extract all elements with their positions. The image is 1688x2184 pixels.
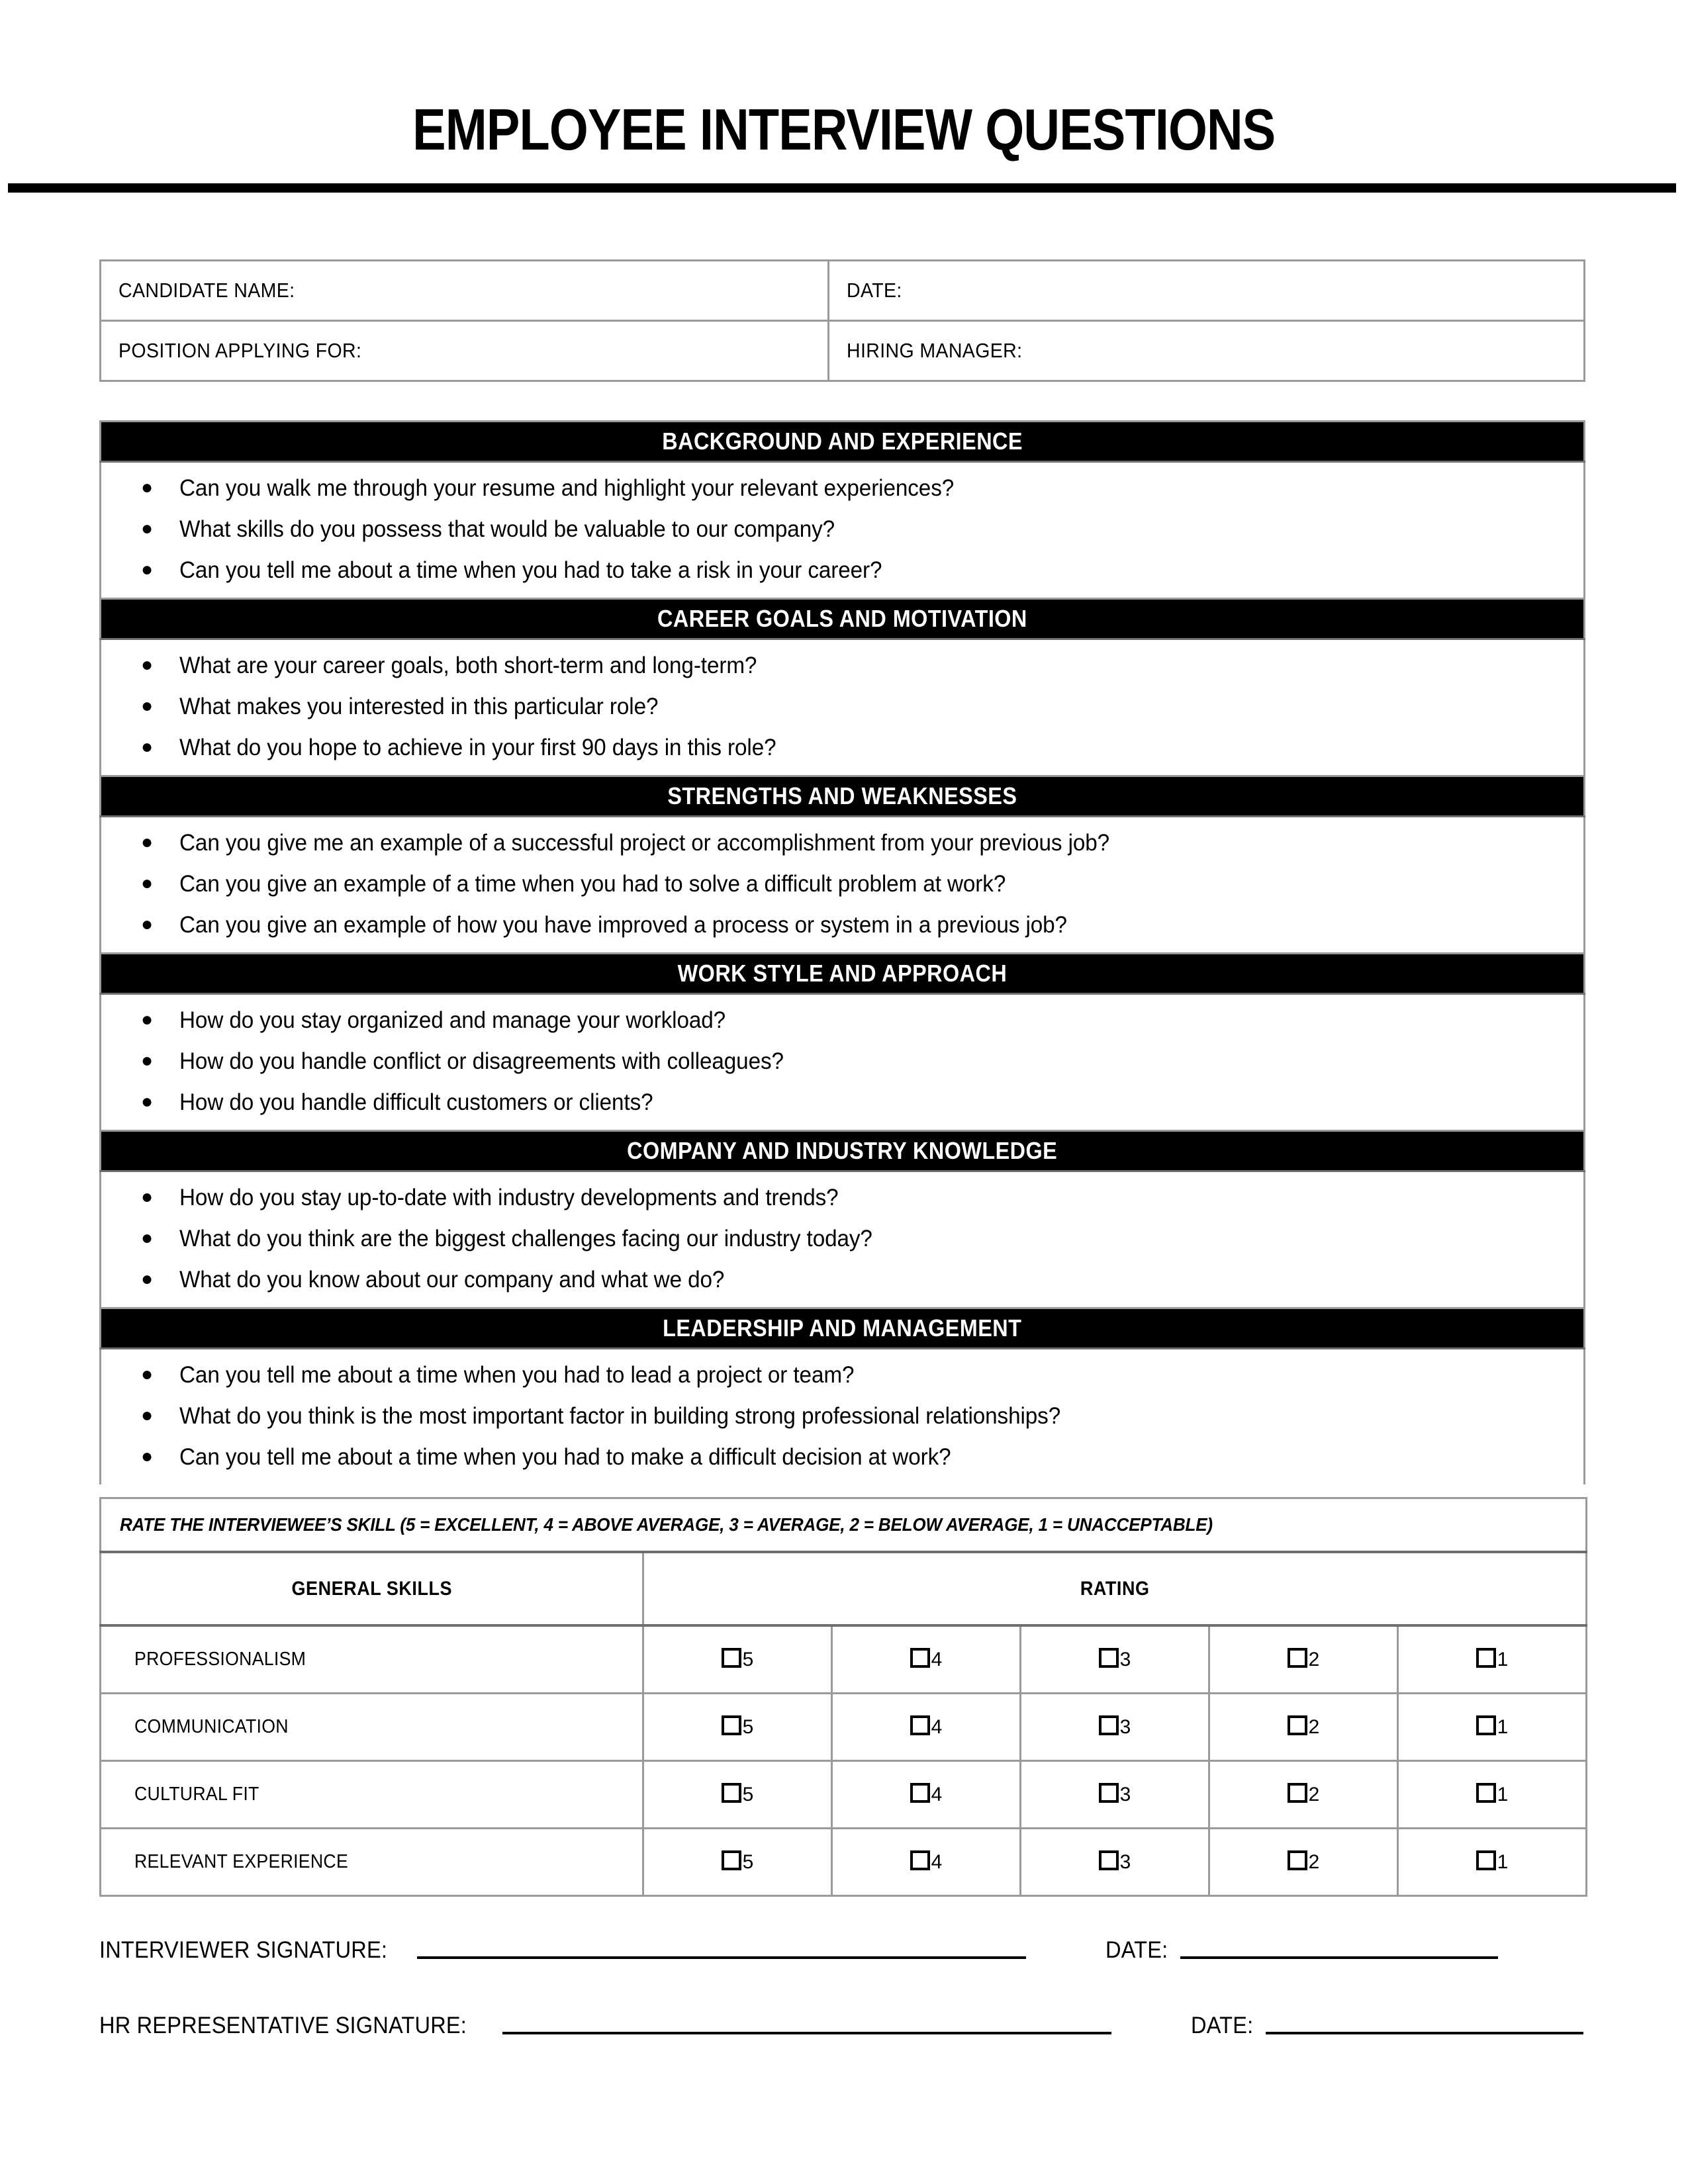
question-line [141,694,1583,719]
skill-name-label: RELEVANT EXPERIENCE [134,1851,349,1872]
question-cell [101,462,1585,510]
question-text: Can you tell me about a time when you had to make a difficult decision at work? [179,1444,951,1471]
rating-value-label: 3 [1119,1648,1131,1670]
rating-value-label: 1 [1497,1715,1509,1738]
question-cell [101,1396,1585,1437]
rating-option-cell[interactable] [1398,1694,1587,1761]
question-text: What makes you interested in this particular role? [179,694,659,720]
question-section-heading: LEADERSHIP AND MANAGEMENT [663,1314,1022,1342]
question-text: How do you handle conflict or disagreements with colleagues? [179,1048,784,1075]
question-section-header-row [101,776,1585,817]
question-section-header-cell [101,1308,1585,1349]
rating-instruction-row [101,1498,1587,1553]
question-row [101,1082,1585,1131]
bullet-icon: ● [141,695,154,717]
rating-option-cell[interactable] [643,1625,832,1694]
rating-option-cell[interactable] [1209,1625,1398,1694]
general-skills-header-text: GENERAL SKILLS [291,1577,452,1600]
question-line [141,653,1583,678]
skill-name-label: CULTURAL FIT [134,1784,259,1805]
question-text: Can you tell me about a time when you had to lead a project or team? [179,1362,855,1388]
question-line [141,1008,1583,1032]
checkbox-icon[interactable] [910,1850,930,1870]
question-section-header-row [101,599,1585,639]
question-text: What do you know about our company and what we do? [179,1267,725,1293]
question-cell [101,639,1585,687]
bullet-icon: ● [141,1404,154,1427]
skill-name-cell [101,1625,643,1694]
question-section-header-row [101,1308,1585,1349]
question-text: What do you think is the most important factor in building strong professional relationships? [179,1403,1061,1430]
signature-date-line[interactable] [1180,1956,1498,1959]
rating-value-label: 5 [742,1850,754,1873]
signature-row [99,1929,1585,1964]
rating-value-label: 4 [931,1783,943,1805]
checkbox-icon[interactable] [1288,1648,1307,1668]
question-row [101,1396,1585,1437]
interview-questions-body [101,422,1585,1485]
signature-line[interactable] [502,2032,1111,2034]
candidate-info-label: HIRING MANAGER: [847,339,1023,362]
checkbox-icon[interactable] [1099,1648,1119,1668]
rating-header-row [101,1552,1587,1625]
rating-value-label: 3 [1119,1850,1131,1873]
question-section-heading: STRENGTHS AND WEAKNESSES [667,782,1017,809]
bullet-icon: ● [141,872,154,895]
rating-value-label: 3 [1119,1715,1131,1738]
rating-instruction-cell [101,1498,1587,1553]
checkbox-icon[interactable] [1476,1850,1496,1870]
question-line [141,831,1583,855]
rating-option-cell[interactable] [832,1829,1021,1896]
rating-value-label: 2 [1308,1715,1320,1738]
question-text: Can you walk me through your resume and highlight your relevant experiences? [179,475,955,502]
question-row [101,550,1585,599]
question-cell [101,1349,1585,1396]
question-cell [101,1171,1585,1219]
interview-questions-table [99,420,1585,1484]
question-cell [101,905,1585,954]
candidate-info-table [99,259,1585,382]
signature-row [99,2005,1585,2039]
bullet-icon: ● [141,1186,154,1208]
question-section-header-row [101,422,1585,462]
skill-name-label: PROFESSIONALISM [134,1649,306,1670]
bullet-icon: ● [141,1050,154,1072]
bullet-icon: ● [141,559,154,581]
checkbox-icon[interactable] [910,1648,930,1668]
rating-value-label: 3 [1119,1783,1131,1805]
rating-option-cell[interactable] [1021,1761,1209,1829]
candidate-info-field-left[interactable] [101,321,829,381]
checkbox-icon[interactable] [722,1648,741,1668]
rating-value-label: 1 [1497,1783,1509,1805]
rating-option-cell[interactable] [1021,1694,1209,1761]
bullet-icon: ● [141,1227,154,1250]
page-title: EMPLOYEE INTERVIEW QUESTIONS [412,97,1276,162]
bullet-icon: ● [141,1445,154,1468]
rating-option-cell[interactable] [1021,1625,1209,1694]
question-cell [101,1437,1585,1484]
rating-header-cell [643,1552,1587,1625]
question-text: How do you stay organized and manage your workload? [179,1007,726,1034]
rating-option-cell[interactable] [1209,1761,1398,1829]
checkbox-icon[interactable] [722,1850,741,1870]
rating-value-label: 4 [931,1715,943,1738]
rating-option-cell[interactable] [643,1761,832,1829]
checkbox-icon[interactable] [910,1715,930,1735]
question-text: How do you stay up-to-date with industry developments and trends? [179,1185,839,1211]
question-cell [101,1041,1585,1082]
question-section-header-cell [101,954,1585,994]
question-text: What skills do you possess that would be valuable to our company? [179,516,835,543]
signature-date-label: DATE: [1190,2013,1254,2038]
question-text: How do you handle difficult customers or clients? [179,1089,653,1116]
rating-option-cell[interactable] [1209,1829,1398,1896]
question-line [141,1445,1583,1469]
question-row [101,509,1585,550]
question-line [141,735,1583,760]
question-section-heading: WORK STYLE AND APPROACH [677,960,1008,987]
candidate-info-row [101,261,1585,321]
skill-rating-body [101,1498,1587,1896]
question-text: Can you give an example of a time when you had to solve a difficult problem at work? [179,871,1006,897]
bullet-icon: ● [141,654,154,676]
candidate-info-label: DATE: [847,279,902,302]
skill-rating-row [101,1694,1587,1761]
rating-value-label: 1 [1497,1850,1509,1873]
question-section-heading: COMPANY AND INDUSTRY KNOWLEDGE [627,1137,1058,1164]
question-row [101,1171,1585,1219]
rating-instruction-text: RATE THE INTERVIEWEE’S SKILL (5 = EXCELLENT, 4 = ABOVE AVERAGE, 3 = AVERAGE, 2 = BELOW AVERAGE, 1 = UNACCEPTABLE) [120,1514,1213,1535]
rating-value-label: 5 [742,1648,754,1670]
checkbox-icon[interactable] [722,1715,741,1735]
rating-value-label: 5 [742,1783,754,1805]
question-line [141,1226,1583,1251]
rating-value-label: 2 [1308,1648,1320,1670]
candidate-info-field-left[interactable] [101,261,829,321]
rating-option-cell[interactable] [832,1694,1021,1761]
question-row [101,994,1585,1042]
checkbox-icon[interactable] [1099,1715,1119,1735]
question-text: What do you hope to achieve in your first 90 days in this role? [179,735,776,761]
bullet-icon: ● [141,1363,154,1386]
skill-name-label: COMMUNICATION [134,1716,289,1737]
question-text: What are your career goals, both short-term and long-term? [179,653,757,679]
checkbox-icon[interactable] [1099,1850,1119,1870]
question-cell [101,1259,1585,1308]
checkbox-icon[interactable] [1476,1648,1496,1668]
bullet-icon: ● [141,1091,154,1113]
question-section-header-row [101,1131,1585,1171]
question-cell [101,727,1585,776]
rating-option-cell[interactable] [643,1829,832,1896]
question-section-header-cell [101,776,1585,817]
question-line [141,1185,1583,1210]
rating-value-label: 1 [1497,1648,1509,1670]
question-line [141,1090,1583,1115]
candidate-info-body [101,261,1585,381]
question-row [101,1218,1585,1259]
question-text: What do you think are the biggest challenges facing our industry today? [179,1226,872,1252]
rating-option-cell[interactable] [1398,1761,1587,1829]
candidate-info-label: POSITION APPLYING FOR: [118,339,362,362]
question-row [101,817,1585,864]
rating-value-label: 4 [931,1850,943,1873]
question-line [141,1404,1583,1428]
signature-label: INTERVIEWER SIGNATURE: [99,1937,388,1963]
question-line [141,1363,1583,1387]
skill-rating-row [101,1761,1587,1829]
skill-name-cell [101,1761,643,1829]
candidate-info-field-right[interactable] [829,321,1585,381]
question-line [141,517,1583,541]
signature-date-label: DATE: [1105,1937,1168,1963]
general-skills-header-cell [101,1552,643,1625]
bullet-icon: ● [141,831,154,854]
question-row [101,1259,1585,1308]
rating-header-text: RATING [1080,1577,1150,1600]
skill-name-cell [101,1829,643,1896]
rating-value-label: 2 [1308,1850,1320,1873]
bullet-icon: ● [141,518,154,540]
question-row [101,462,1585,510]
candidate-info-label: CANDIDATE NAME: [118,279,295,302]
skill-rating-table [99,1497,1587,1897]
question-row [101,864,1585,905]
skill-name-cell [101,1694,643,1761]
rating-option-cell[interactable] [1209,1694,1398,1761]
question-text: Can you tell me about a time when you had to take a risk in your career? [179,557,882,584]
rating-value-label: 4 [931,1648,943,1670]
signature-date-line[interactable] [1266,2032,1583,2034]
question-section-header-cell [101,422,1585,462]
bullet-icon: ● [141,913,154,936]
checkbox-icon[interactable] [1288,1783,1307,1803]
question-row [101,686,1585,727]
signature-line[interactable] [417,1956,1026,1959]
signature-block [99,1929,1585,2080]
rating-option-cell[interactable] [1398,1625,1587,1694]
question-text: Can you give me an example of a successful project or accomplishment from your previous job? [179,830,1110,856]
signature-label: HR REPRESENTATIVE SIGNATURE: [99,2013,467,2038]
bullet-icon: ● [141,1009,154,1031]
checkbox-icon[interactable] [1288,1715,1307,1735]
question-cell [101,994,1585,1042]
question-section-heading: CAREER GOALS AND MOTIVATION [657,605,1027,632]
question-line [141,1267,1583,1292]
question-cell [101,550,1585,599]
page-title-wrap [0,97,1688,162]
question-row [101,639,1585,687]
skill-rating-row [101,1829,1587,1896]
question-cell [101,864,1585,905]
checkbox-icon[interactable] [1288,1850,1307,1870]
question-line [141,913,1583,937]
bullet-icon: ● [141,477,154,499]
rating-option-cell[interactable] [1398,1829,1587,1896]
rating-option-cell[interactable] [643,1694,832,1761]
question-row [101,1437,1585,1484]
checkbox-icon[interactable] [910,1783,930,1803]
candidate-info-row [101,321,1585,381]
skill-rating-row [101,1625,1587,1694]
question-row [101,905,1585,954]
question-line [141,558,1583,582]
checkbox-icon[interactable] [1099,1783,1119,1803]
question-cell [101,509,1585,550]
question-line [141,1049,1583,1073]
question-section-header-cell [101,599,1585,639]
checkbox-icon[interactable] [1476,1715,1496,1735]
question-cell [101,817,1585,864]
rating-option-cell[interactable] [832,1761,1021,1829]
question-section-heading: BACKGROUND AND EXPERIENCE [662,428,1023,455]
rating-value-label: 5 [742,1715,754,1738]
checkbox-icon[interactable] [722,1783,741,1803]
question-row [101,1041,1585,1082]
rating-option-cell[interactable] [832,1625,1021,1694]
question-row [101,727,1585,776]
question-section-header-row [101,954,1585,994]
question-text: Can you give an example of how you have improved a process or system in a previous job? [179,912,1067,938]
rating-option-cell[interactable] [1021,1829,1209,1896]
rating-value-label: 2 [1308,1783,1320,1805]
question-cell [101,686,1585,727]
checkbox-icon[interactable] [1476,1783,1496,1803]
bullet-icon: ● [141,736,154,758]
question-line [141,872,1583,896]
question-row [101,1349,1585,1396]
question-cell [101,1082,1585,1131]
title-divider-rule [8,183,1676,193]
bullet-icon: ● [141,1268,154,1291]
question-section-header-cell [101,1131,1585,1171]
candidate-info-field-right[interactable] [829,261,1585,321]
question-cell [101,1218,1585,1259]
question-line [141,476,1583,500]
